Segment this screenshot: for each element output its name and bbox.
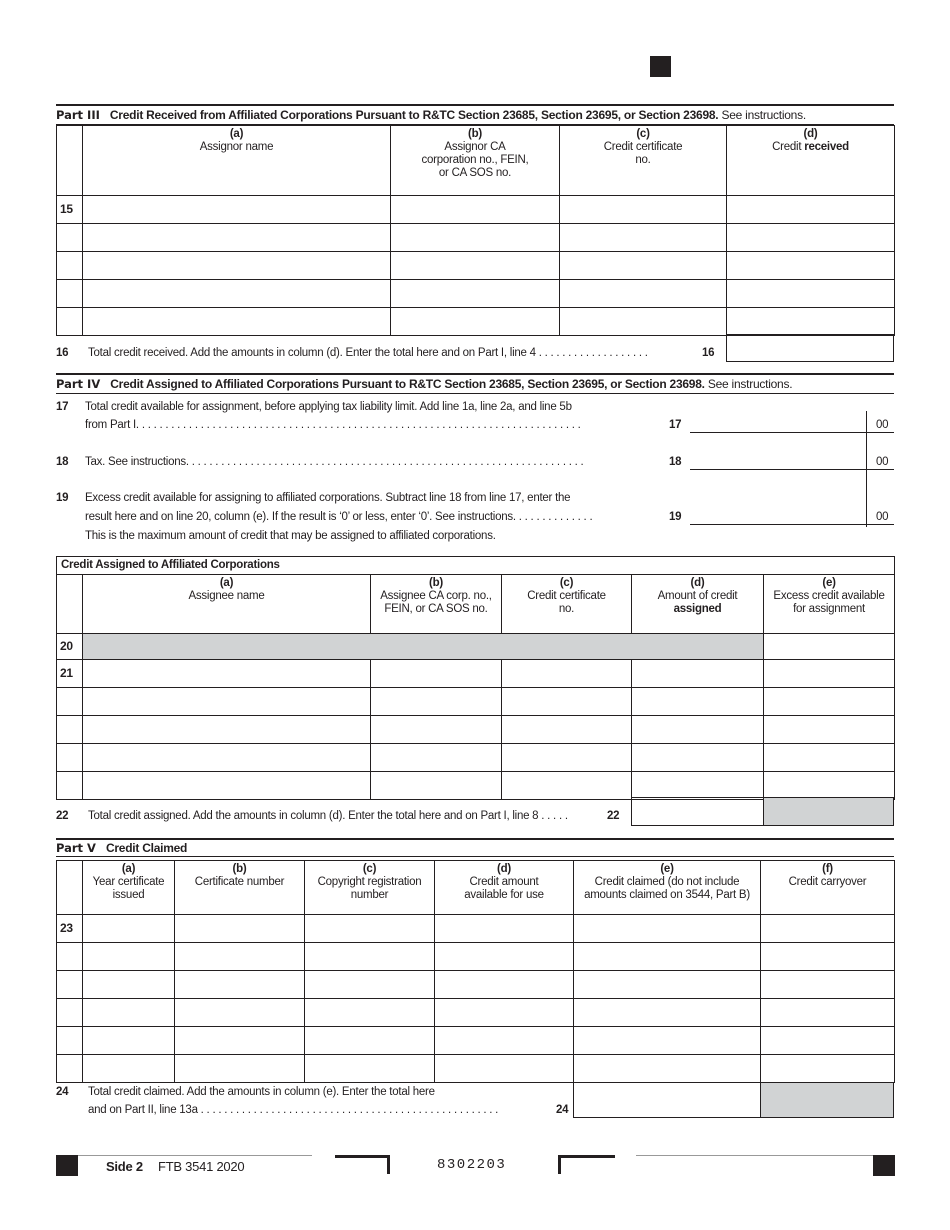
col-b-header: (b) Certificate number bbox=[175, 861, 305, 915]
input-cell[interactable] bbox=[175, 1027, 305, 1055]
input-cell[interactable] bbox=[502, 660, 632, 688]
table-row bbox=[57, 744, 895, 772]
table-row bbox=[57, 196, 895, 224]
input-cell[interactable] bbox=[764, 744, 895, 772]
line-ref: 18 bbox=[669, 456, 682, 468]
input-cell[interactable] bbox=[391, 252, 560, 280]
input-cell[interactable] bbox=[727, 280, 895, 308]
part-note: See instructions. bbox=[721, 108, 806, 122]
input-cell[interactable] bbox=[305, 971, 435, 999]
input-cell[interactable] bbox=[175, 915, 305, 943]
input-cell[interactable] bbox=[83, 772, 371, 800]
col-d-header: (d) Credit amount available for use bbox=[435, 861, 574, 915]
table-row bbox=[57, 1055, 895, 1083]
table-row bbox=[57, 280, 895, 308]
input-cell[interactable] bbox=[764, 688, 895, 716]
input-cell[interactable] bbox=[761, 971, 895, 999]
input-cell[interactable] bbox=[764, 660, 895, 688]
table-row bbox=[57, 252, 895, 280]
table-row bbox=[57, 224, 895, 252]
input-cell[interactable] bbox=[502, 716, 632, 744]
table-title: Credit Assigned to Affiliated Corporations bbox=[57, 557, 895, 575]
input-cell[interactable] bbox=[305, 943, 435, 971]
input-cell[interactable] bbox=[764, 634, 895, 660]
line-number: 18 bbox=[56, 456, 69, 468]
col-e-header: (e) Excess credit available for assignment bbox=[764, 575, 895, 634]
line17-text: from Part I. . . . . . . . . . . . . . . . . . . . . . . . . . . . . . . . . . . . . . . . . . . . . . . . . . . . . . . . . . . . . . . . . . . . . . . . . . . . bbox=[85, 419, 581, 431]
input-cell[interactable] bbox=[632, 744, 764, 772]
table-row bbox=[57, 716, 895, 744]
header-row bbox=[57, 126, 895, 196]
input-cell[interactable] bbox=[727, 196, 895, 224]
line16-amount[interactable] bbox=[726, 334, 894, 362]
shaded-cell bbox=[83, 634, 764, 660]
line19-text: result here and on line 20, column (e). If the result is ‘0’ or less, enter ‘0’. See instructions. . . . . . . . . . . . . . bbox=[85, 511, 593, 523]
input-cell[interactable] bbox=[83, 252, 391, 280]
input-cell[interactable] bbox=[371, 744, 502, 772]
input-cell[interactable] bbox=[761, 943, 895, 971]
col-a-header: (a) Year certificate issued bbox=[83, 861, 175, 915]
input-cell[interactable] bbox=[632, 716, 764, 744]
line-number: 16 bbox=[56, 347, 69, 359]
corner-mark bbox=[558, 1155, 615, 1174]
divider bbox=[56, 838, 894, 840]
part5-header bbox=[56, 841, 894, 855]
input-cell[interactable] bbox=[560, 280, 727, 308]
col-b-header: (b) Assignor CA corporation no., FEIN, or CA SOS no. bbox=[391, 126, 560, 196]
claimed-table bbox=[56, 860, 895, 1083]
part-label: Part IV bbox=[56, 377, 101, 391]
col-c-header: (c) Copyright registration number bbox=[305, 861, 435, 915]
input-cell[interactable] bbox=[371, 660, 502, 688]
col-a-header: (a) Assignor name bbox=[83, 126, 391, 196]
input-cell[interactable] bbox=[632, 660, 764, 688]
divider bbox=[56, 856, 894, 857]
input-cell[interactable] bbox=[83, 915, 175, 943]
form-code: 8302203 bbox=[437, 1157, 507, 1173]
line-number: 24 bbox=[56, 1086, 69, 1098]
table-row bbox=[57, 688, 895, 716]
table-row bbox=[57, 1027, 895, 1055]
input-cell[interactable] bbox=[761, 1055, 895, 1083]
input-cell[interactable] bbox=[83, 716, 371, 744]
input-cell[interactable] bbox=[435, 971, 574, 999]
line22-text: Total credit assigned. Add the amounts in column (d). Enter the total here and on Part I, line 8 . . . . . bbox=[88, 810, 568, 822]
input-cell[interactable] bbox=[502, 688, 632, 716]
line24-amount[interactable] bbox=[573, 1082, 761, 1118]
col-a-header: (a) Assignee name bbox=[83, 575, 371, 634]
part3-table bbox=[56, 125, 895, 336]
line22-amount[interactable] bbox=[631, 797, 764, 826]
part-note: See instructions. bbox=[707, 377, 793, 391]
line-ref: 22 bbox=[607, 810, 620, 822]
input-cell[interactable] bbox=[727, 224, 895, 252]
input-cell[interactable] bbox=[371, 688, 502, 716]
shaded-cell bbox=[763, 797, 894, 826]
part-title: Credit Assigned to Affiliated Corporations Pursuant to R&TC Section 23685, Section 23695, or Section 23698. bbox=[110, 377, 705, 391]
input-cell[interactable] bbox=[761, 999, 895, 1027]
input-cell[interactable] bbox=[632, 688, 764, 716]
table-row bbox=[57, 943, 895, 971]
input-cell[interactable] bbox=[435, 1055, 574, 1083]
input-cell[interactable] bbox=[574, 943, 761, 971]
line19-amount-field[interactable] bbox=[690, 524, 894, 525]
input-cell[interactable] bbox=[764, 772, 895, 800]
registration-mark bbox=[650, 56, 671, 77]
line-number: 22 bbox=[56, 810, 69, 822]
input-cell[interactable] bbox=[435, 915, 574, 943]
col-b-header: (b) Assignee CA corp. no., FEIN, or CA SOS no. bbox=[371, 575, 502, 634]
line-ref: 16 bbox=[702, 347, 715, 359]
line17-amount-field[interactable] bbox=[690, 432, 894, 433]
part4-header bbox=[56, 377, 894, 391]
cents: 00 bbox=[876, 419, 889, 431]
input-cell[interactable] bbox=[371, 772, 502, 800]
part-label: Part V bbox=[56, 841, 96, 855]
input-cell[interactable] bbox=[175, 1055, 305, 1083]
input-cell[interactable] bbox=[727, 252, 895, 280]
input-cell[interactable] bbox=[435, 999, 574, 1027]
input-cell[interactable] bbox=[632, 772, 764, 800]
line-ref: 19 bbox=[669, 511, 682, 523]
input-cell[interactable] bbox=[371, 716, 502, 744]
divider bbox=[56, 373, 894, 375]
input-cell[interactable] bbox=[502, 744, 632, 772]
line-ref: 17 bbox=[669, 419, 682, 431]
input-cell[interactable] bbox=[83, 688, 371, 716]
input-cell[interactable] bbox=[574, 915, 761, 943]
input-cell[interactable] bbox=[391, 224, 560, 252]
part-title: Credit Received from Affiliated Corporations Pursuant to R&TC Section 23685, Section 23695, or Section 23698. bbox=[109, 108, 719, 122]
line18-amount-field[interactable] bbox=[690, 469, 894, 470]
col-d-header: (d) Amount of credit assigned bbox=[632, 575, 764, 634]
input-cell[interactable] bbox=[391, 196, 560, 224]
input-cell[interactable] bbox=[175, 971, 305, 999]
line-ref: 24 bbox=[556, 1104, 569, 1116]
input-cell[interactable] bbox=[574, 999, 761, 1027]
input-cell[interactable] bbox=[574, 1055, 761, 1083]
input-cell[interactable] bbox=[764, 716, 895, 744]
divider bbox=[78, 1155, 312, 1156]
input-cell[interactable] bbox=[502, 772, 632, 800]
input-cell[interactable] bbox=[727, 308, 895, 336]
divider bbox=[56, 393, 894, 394]
input-cell[interactable] bbox=[435, 1027, 574, 1055]
input-cell[interactable] bbox=[83, 1027, 175, 1055]
input-cell[interactable] bbox=[560, 224, 727, 252]
input-cell[interactable] bbox=[560, 252, 727, 280]
line-number: 19 bbox=[56, 492, 69, 504]
input-cell[interactable] bbox=[83, 308, 391, 336]
table-row bbox=[57, 772, 895, 800]
col-c-header: (c) Credit certificate no. bbox=[502, 575, 632, 634]
input-cell[interactable] bbox=[83, 943, 175, 971]
registration-mark bbox=[873, 1155, 895, 1176]
input-cell[interactable] bbox=[560, 196, 727, 224]
input-cell[interactable] bbox=[761, 915, 895, 943]
line24-text: and on Part II, line 13a . . . . . . . . . . . . . . . . . . . . . . . . . . . . . . . . . . . . . . . . . . . . . . . . . . . bbox=[88, 1104, 499, 1116]
input-cell[interactable] bbox=[175, 999, 305, 1027]
col-e-header: (e) Credit claimed (do not include amounts claimed on 3544, Part B) bbox=[574, 861, 761, 915]
divider bbox=[636, 1155, 874, 1156]
input-cell[interactable] bbox=[305, 915, 435, 943]
line-number: 23 bbox=[57, 915, 83, 943]
input-cell[interactable] bbox=[391, 308, 560, 336]
side-label: Side 2 bbox=[106, 1159, 143, 1174]
col-d-header: (d) Credit received bbox=[727, 126, 895, 196]
input-cell[interactable] bbox=[83, 196, 391, 224]
input-cell[interactable] bbox=[83, 660, 371, 688]
input-cell[interactable] bbox=[435, 943, 574, 971]
col-c-header: (c) Credit certificate no. bbox=[560, 126, 727, 196]
col-f-header: (f) Credit carryover bbox=[761, 861, 895, 915]
input-cell[interactable] bbox=[391, 280, 560, 308]
input-cell[interactable] bbox=[83, 999, 175, 1027]
table-row bbox=[57, 971, 895, 999]
assigned-table bbox=[56, 556, 895, 800]
line24-text: Total credit claimed. Add the amounts in column (e). Enter the total here bbox=[88, 1086, 435, 1098]
part-title: Credit Claimed bbox=[105, 841, 188, 855]
input-cell[interactable] bbox=[305, 999, 435, 1027]
input-cell[interactable] bbox=[83, 971, 175, 999]
header-row bbox=[57, 861, 895, 915]
line-number: 15 bbox=[57, 196, 83, 224]
corner-mark bbox=[335, 1155, 390, 1174]
table-row bbox=[57, 634, 895, 660]
input-cell[interactable] bbox=[305, 1055, 435, 1083]
line16-text: Total credit received. Add the amounts in column (d). Enter the total here and on Part I, line 4 . . . . . . . . . . . . . . . . . . . bbox=[88, 347, 648, 359]
input-cell[interactable] bbox=[83, 1055, 175, 1083]
line-number: 21 bbox=[57, 660, 83, 688]
line-number: 17 bbox=[56, 401, 69, 413]
line17-text: Total credit available for assignment, before applying tax liability limit. Add line 1a, line 2a, and line 5b bbox=[85, 401, 572, 413]
registration-mark bbox=[56, 1155, 78, 1176]
part3-header bbox=[56, 108, 894, 122]
input-cell[interactable] bbox=[761, 1027, 895, 1055]
input-cell[interactable] bbox=[560, 308, 727, 336]
cents: 00 bbox=[876, 456, 889, 468]
input-cell[interactable] bbox=[175, 943, 305, 971]
shaded-cell bbox=[760, 1082, 894, 1118]
form-id: FTB 3541 2020 bbox=[158, 1159, 245, 1174]
input-cell[interactable] bbox=[83, 224, 391, 252]
line-number: 20 bbox=[57, 634, 83, 660]
line18-text: Tax. See instructions. . . . . . . . . . . . . . . . . . . . . . . . . . . . . . . . . . . . . . . . . . . . . . . . . . . . . . . . . . . . . . . . . . . . bbox=[85, 456, 584, 468]
part-label: Part III bbox=[56, 108, 100, 122]
input-cell[interactable] bbox=[83, 280, 391, 308]
cents: 00 bbox=[876, 511, 889, 523]
input-cell[interactable] bbox=[574, 971, 761, 999]
line19-text: This is the maximum amount of credit that may be assigned to affiliated corporations. bbox=[85, 530, 496, 542]
input-cell[interactable] bbox=[574, 1027, 761, 1055]
input-cell[interactable] bbox=[305, 1027, 435, 1055]
table-row bbox=[57, 999, 895, 1027]
table-row bbox=[57, 915, 895, 943]
divider bbox=[56, 104, 894, 106]
input-cell[interactable] bbox=[83, 744, 371, 772]
line19-text: Excess credit available for assigning to affiliated corporations. Subtract line 18 from line 17, enter the bbox=[85, 492, 571, 504]
table-row bbox=[57, 660, 895, 688]
table-row bbox=[57, 308, 895, 336]
header-row bbox=[57, 575, 895, 634]
